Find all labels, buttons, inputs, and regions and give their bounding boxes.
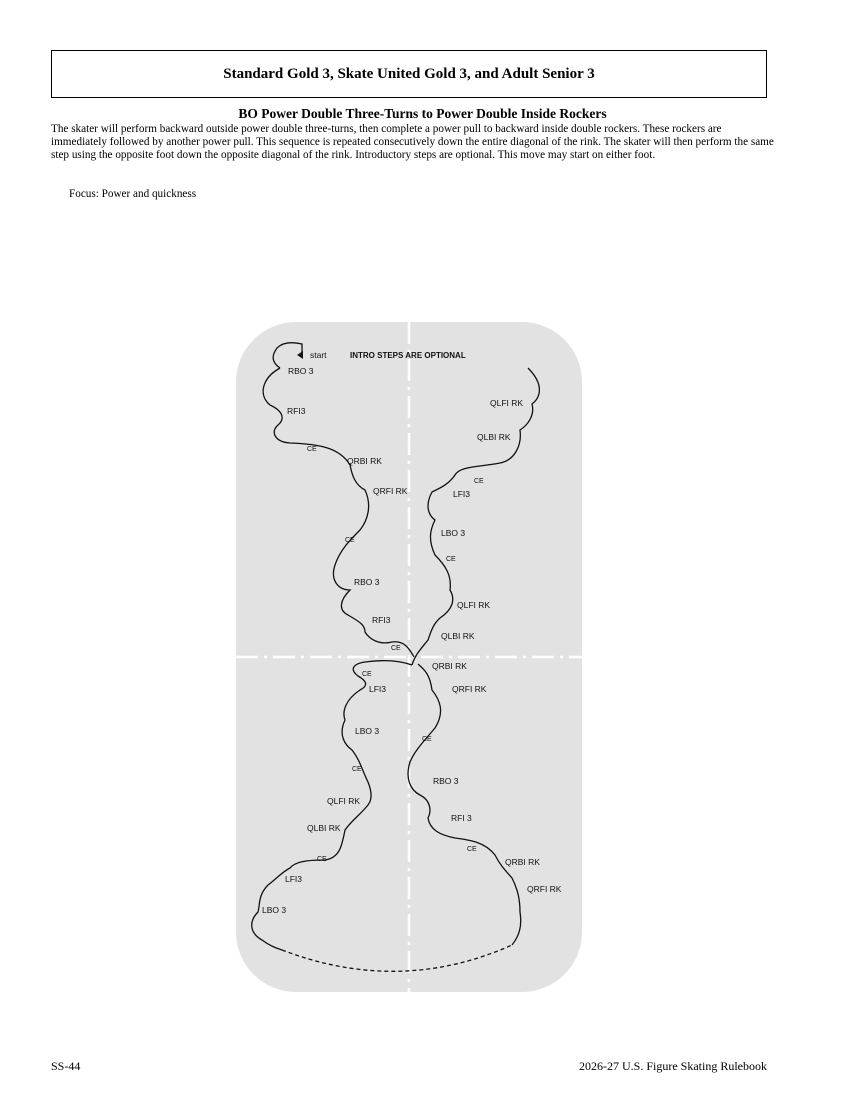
header-title: Standard Gold 3, Skate United Gold 3, and Adult Senior 3 [223,65,595,82]
rulebook-name: 2026-27 U.S. Figure Skating Rulebook [579,1059,767,1073]
label-ce-c: CE [391,645,401,652]
label-lfi3-b: LFI3 [369,684,387,694]
label-qlfi-c: QLFI RK [327,796,361,806]
page-number: SS-44 [51,1059,81,1073]
label-rfi3-b: RFI3 [372,615,391,625]
label-qlbi-a: QLBI RK [477,432,511,442]
label-lbo3-b: LBO 3 [355,726,380,736]
label-qlbi-b: QLBI RK [441,631,475,641]
label-rbo3-a: RBO 3 [288,366,314,376]
label-rbo3-b: RBO 3 [354,577,380,587]
label-qlfi-a: QLFI RK [490,398,524,408]
label-ce-a: CE [307,446,317,453]
label-ce-e: CE [446,556,456,563]
label-qrbi-b: QRBI RK [432,661,467,671]
label-ce-g: CE [352,766,362,773]
label-lbo3-a: LBO 3 [441,528,466,538]
label-lbo3-c: LBO 3 [262,905,287,915]
move-description: The skater will perform backward outside power double three-turns, then complete a power pull to backward inside double rockers. These rockers are immediately followed by another power pull. This sequence is repeated consecutively down the entire diagonal of the rink. The skater will then perform the same step using the opposite foot down the opposite diagonal of the rink. Introductory steps are optional. This move may start on either foot. [51,123,774,161]
label-ce-j: CE [467,846,477,853]
label-lfi3-a: LFI3 [453,489,471,499]
label-rbo3-c: RBO 3 [433,776,459,786]
label-ce-f: CE [362,671,372,678]
focus-text: Focus: Power and quickness [69,188,197,200]
start-label: start [310,350,327,360]
label-rfi3-a: RFI3 [287,406,306,416]
label-qlfi-b: QLFI RK [457,600,491,610]
label-ce-h: CE [317,856,327,863]
label-qrfi-c: QRFI RK [527,884,562,894]
move-title: BO Power Double Three-Turns to Power Double Inside Rockers [238,106,607,121]
intro-note: INTRO STEPS ARE OPTIONAL [350,351,466,360]
label-rfi3-c: RFI 3 [451,813,472,823]
label-ce-b: CE [345,537,355,544]
label-qrbi-c: QRBI RK [505,857,540,867]
label-qrbi-a: QRBI RK [347,456,382,466]
label-ce-d: CE [474,478,484,485]
label-ce-i: CE [422,736,432,743]
label-qlbi-c: QLBI RK [307,823,341,833]
label-qrfi-b: QRFI RK [452,684,487,694]
label-lfi3-c: LFI3 [285,874,303,884]
label-qrfi-a: QRFI RK [373,486,408,496]
